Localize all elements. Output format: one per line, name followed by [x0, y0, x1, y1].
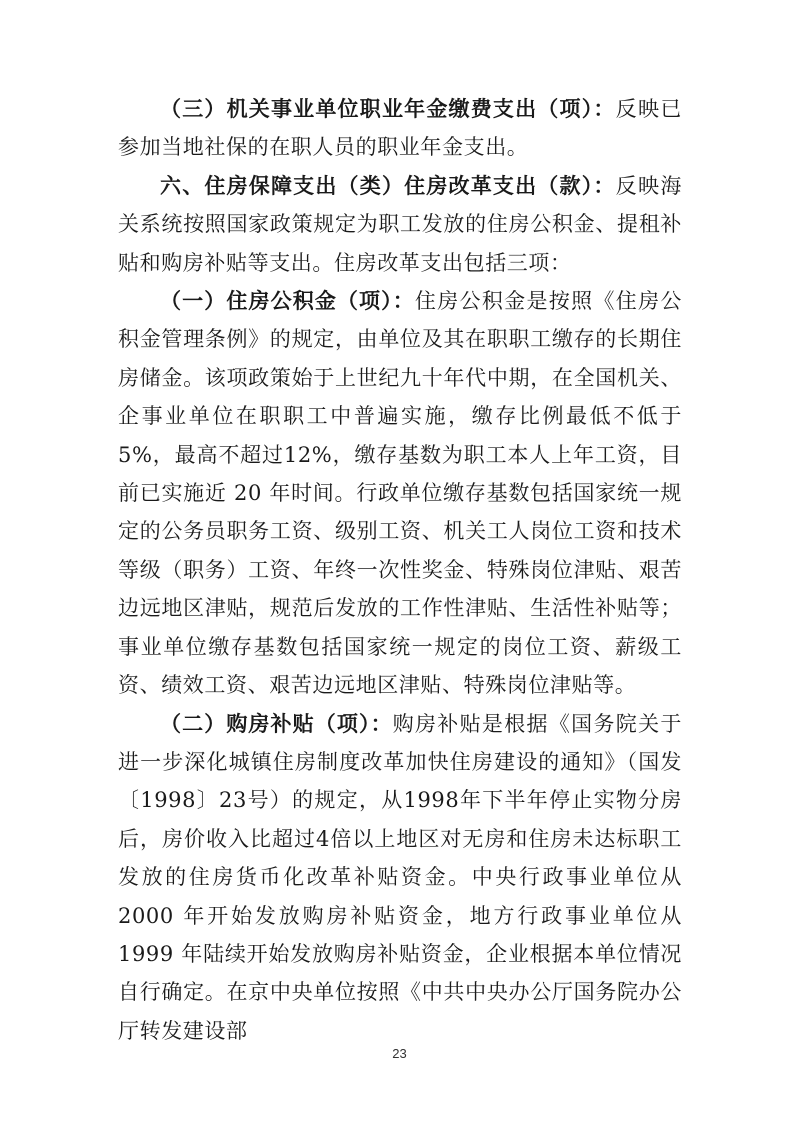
paragraph-heading: （一）住房公积金（项）：: [160, 289, 415, 314]
paragraph-housing-subsidy: [118, 705, 682, 1051]
paragraph-occupational-annuity: [118, 90, 682, 167]
paragraph-heading: （三）机关事业单位职业年金缴费支出（项）：: [160, 97, 616, 121]
page-number: 23: [392, 1046, 407, 1061]
paragraph-text: 反映海关系统按照国家政策规定为职工发放的住房公积金、提租补贴和购房补贴等支出。住房改革支出包括三项：: [118, 173, 682, 275]
paragraph-text: 反映已参加当地社保的在职人员的职业年金支出。: [118, 97, 682, 160]
paragraph-heading: （二）购房补贴（项）：: [160, 711, 393, 736]
paragraph-heading: 六、住房保障支出（类）住房改革支出（款）：: [160, 173, 616, 198]
paragraph-text: 住房公积金是按照《住房公积金管理条例》的规定，由单位及其在职职工缴存的长期住房储金。该项政策始于上世纪九十年代中期，在全国机关、企事业单位在职职工中普遍实施，缴存比例最低不低于5%，最高不超过12%，缴存基数为职工本人上年工资，目前已实施近 20 年时间。行政单位缴存基数包括国家统一规定的公务员职务工资、级别工资、机关工人岗位工资和技术等级（职务）工资、年终一次性奖金、特殊岗位津贴、艰苦边远地区津贴，规范后发放的工作性津贴、生活性补贴等；事业单位缴存基数包括国家统一规定的岗位工资、薪级工资、绩效工资、艰苦边远地区津贴、特殊岗位津贴等。: [118, 289, 682, 698]
document-body: [118, 90, 682, 1050]
paragraph-housing-reform: [118, 167, 682, 282]
paragraph-housing-fund: [118, 282, 682, 704]
paragraph-text: 购房补贴是根据《国务院关于进一步深化城镇住房制度改革加快住房建设的通知》（国发〔1998〕23号）的规定，从1998年下半年停止实物分房后，房价收入比超过4倍以上地区对无房和住房未达标职工发放的住房货币化改革补贴资金。中央行政事业单位从 2000 年开始发放购房补贴资金，地方行政事业单位从 1999 年陆续开始发放购房补贴资金，企业根据本单位情况自行确定。在京中央单位按照《中共中央办公厅国务院办公厅转发建设部: [118, 711, 682, 1043]
